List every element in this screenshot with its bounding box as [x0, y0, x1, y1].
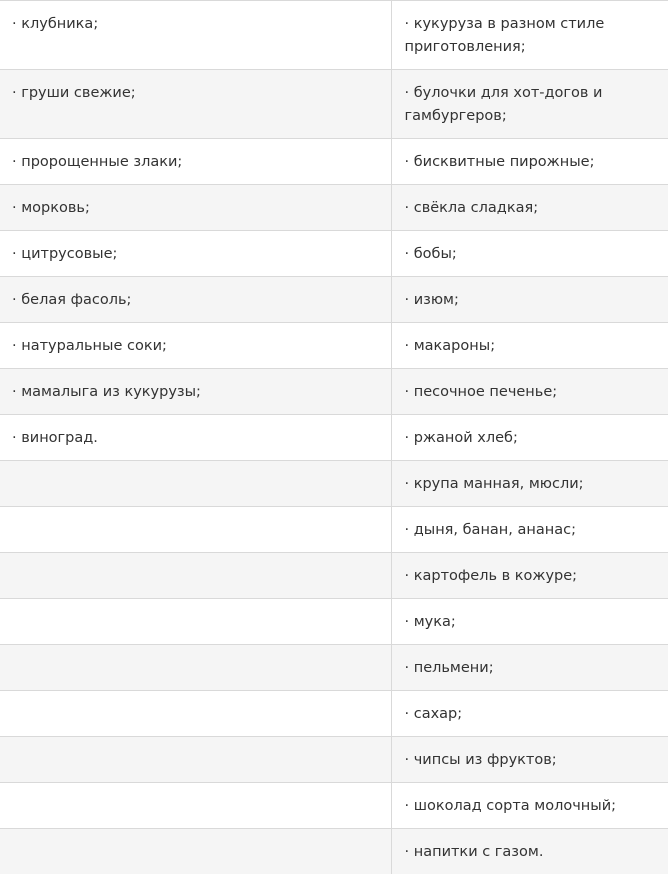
table-row	[0, 783, 668, 829]
table-row	[0, 277, 668, 323]
table-cell-left	[0, 553, 391, 599]
table-row	[0, 691, 668, 737]
table-cell-left: · виноград.	[0, 415, 391, 461]
table-cell-right: · крупа манная, мюсли;	[391, 461, 668, 507]
table-row	[0, 645, 668, 691]
table-row	[0, 461, 668, 507]
table-cell-left	[0, 829, 391, 874]
table-row	[0, 599, 668, 645]
table-cell-right: · свёкла сладкая;	[391, 185, 668, 231]
table-row	[0, 507, 668, 553]
table-cell-left	[0, 737, 391, 783]
table-row	[0, 185, 668, 231]
table-cell-right: · напитки с газом.	[391, 829, 668, 874]
table-cell-right: · изюм;	[391, 277, 668, 323]
table-row	[0, 323, 668, 369]
table-cell-right: · картофель в кожуре;	[391, 553, 668, 599]
table-cell-left	[0, 691, 391, 737]
table-row	[0, 231, 668, 277]
table-cell-right: · ржаной хлеб;	[391, 415, 668, 461]
table-row	[0, 553, 668, 599]
table-cell-left	[0, 599, 391, 645]
table-cell-left	[0, 645, 391, 691]
table-cell-right: · булочки для хот-догов и гамбургеров;	[391, 70, 668, 139]
table-cell-right: · макароны;	[391, 323, 668, 369]
table-cell-left: · белая фасоль;	[0, 277, 391, 323]
table-cell-right: · сахар;	[391, 691, 668, 737]
table-cell-left	[0, 507, 391, 553]
table-cell-right: · дыня, банан, ананас;	[391, 507, 668, 553]
table-cell-right: · песочное печенье;	[391, 369, 668, 415]
table-row	[0, 70, 668, 139]
table-row	[0, 1, 668, 70]
table-row	[0, 737, 668, 783]
table-cell-left	[0, 461, 391, 507]
table-cell-left: · груши свежие;	[0, 70, 391, 139]
table-row	[0, 139, 668, 185]
table-cell-right: · бисквитные пирожные;	[391, 139, 668, 185]
table-row	[0, 415, 668, 461]
table-cell-right: · мука;	[391, 599, 668, 645]
table-cell-right: · кукуруза в разном стиле приготовления;	[391, 1, 668, 70]
table-row	[0, 829, 668, 874]
table-cell-left: · клубника;	[0, 1, 391, 70]
table-cell-right: · шоколад сорта молочный;	[391, 783, 668, 829]
table-cell-left: · пророщенные злаки;	[0, 139, 391, 185]
table-row	[0, 369, 668, 415]
table-cell-right: · пельмени;	[391, 645, 668, 691]
table-cell-left: · мамалыга из кукурузы;	[0, 369, 391, 415]
table-cell-left	[0, 783, 391, 829]
table-cell-right: · чипсы из фруктов;	[391, 737, 668, 783]
table-cell-left: · цитрусовые;	[0, 231, 391, 277]
table-cell-left: · натуральные соки;	[0, 323, 391, 369]
table-cell-left: · морковь;	[0, 185, 391, 231]
table-cell-right: · бобы;	[391, 231, 668, 277]
